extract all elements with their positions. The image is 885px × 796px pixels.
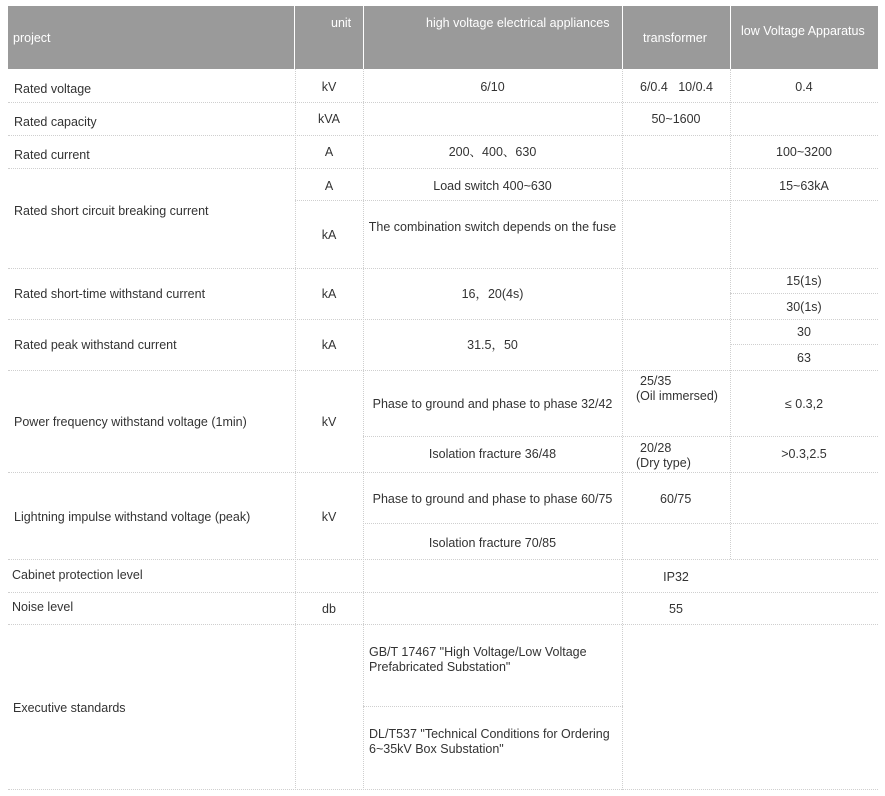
- row-divider: [8, 370, 878, 371]
- transformer-value: 55: [669, 602, 683, 616]
- lv-value: 100~3200: [776, 145, 832, 159]
- row-label: Rated short-time withstand current: [14, 287, 206, 301]
- hv-value: 31.5，50: [467, 338, 518, 352]
- hv-value: 16，20(4s): [461, 287, 524, 301]
- unit-value: A: [324, 179, 334, 193]
- unit-value: kV: [321, 415, 337, 429]
- row-divider: [8, 789, 878, 790]
- hv-value: Load switch 400~630: [433, 179, 552, 193]
- header-hv: high voltage electrical appliances: [426, 16, 610, 30]
- row-label: Noise level: [12, 600, 74, 614]
- lv-value: 63: [797, 351, 811, 365]
- lv-value: 0.4: [795, 80, 813, 94]
- row-label: Power frequency withstand voltage (1min): [14, 415, 247, 429]
- transformer-value: IP32: [663, 570, 689, 584]
- transformer-value: (Dry type): [636, 456, 691, 470]
- row-divider: [363, 436, 878, 437]
- unit-value: kV: [321, 80, 337, 94]
- header-lv: low Voltage Apparatus: [741, 24, 865, 38]
- row-divider: [363, 706, 623, 707]
- header-unit-cell: [295, 6, 363, 69]
- header-transformer: transformer: [643, 31, 707, 45]
- hv-value: 200、400、630: [448, 145, 537, 159]
- row-divider: [8, 472, 878, 473]
- row-divider: [730, 344, 878, 345]
- header-project: project: [13, 31, 51, 45]
- row-divider: [8, 135, 878, 136]
- row-label: Rated capacity: [14, 115, 97, 129]
- row-divider: [730, 293, 878, 294]
- row-divider: [295, 200, 878, 201]
- header-unit: unit: [331, 16, 352, 30]
- unit-value: kA: [321, 228, 337, 242]
- unit-value: kVA: [318, 112, 340, 126]
- lv-value: 15~63kA: [779, 179, 829, 193]
- standard-text: Prefabricated Substation": [369, 660, 511, 674]
- row-divider: [8, 624, 878, 625]
- unit-value: db: [322, 602, 336, 616]
- row-divider: [8, 268, 878, 269]
- transformer-value: 25/35: [640, 374, 672, 388]
- transformer-value: 60/75: [660, 492, 692, 506]
- row-label: Executive standards: [13, 701, 126, 715]
- standard-text: GB/T 17467 "High Voltage/Low Voltage: [369, 645, 587, 659]
- hv-value: 6/10: [480, 80, 505, 94]
- col-divider: [363, 69, 364, 790]
- row-divider: [8, 168, 878, 169]
- row-divider: [363, 523, 878, 524]
- hv-value: The combination switch depends on the fuse: [368, 220, 617, 234]
- row-divider: [8, 102, 878, 103]
- standard-text: DL/T537 "Technical Conditions for Ordering: [369, 727, 610, 741]
- row-label: Rated short circuit breaking current: [14, 204, 209, 218]
- hv-value: Isolation fracture 36/48: [428, 447, 557, 461]
- hv-value: Isolation fracture 70/85: [428, 536, 557, 550]
- row-divider: [8, 592, 878, 593]
- hv-value: Phase to ground and phase to phase 32/42: [372, 397, 613, 411]
- row-label: Rated peak withstand current: [14, 338, 177, 352]
- transformer-value: 50~1600: [651, 112, 701, 126]
- row-label: Rated current: [14, 148, 90, 162]
- lv-value: >0.3,2.5: [781, 447, 827, 461]
- lv-value: 30: [797, 325, 811, 339]
- transformer-value: 20/28: [640, 441, 672, 455]
- unit-value: kA: [321, 338, 337, 352]
- lv-value: ≤ 0.3,2: [784, 397, 824, 411]
- transformer-value: 6/0.4 10/0.4: [640, 80, 713, 94]
- unit-value: kV: [321, 510, 337, 524]
- row-label: Cabinet protection level: [12, 568, 143, 582]
- unit-value: kA: [321, 287, 337, 301]
- unit-value: A: [324, 145, 334, 159]
- col-divider: [622, 69, 623, 790]
- transformer-value: (Oil immersed): [636, 389, 718, 403]
- row-label: Lightning impulse withstand voltage (peak): [14, 510, 251, 524]
- lv-value: 30(1s): [786, 300, 822, 314]
- row-divider: [8, 559, 878, 560]
- lv-value: 15(1s): [786, 274, 822, 288]
- row-divider: [8, 319, 878, 320]
- row-label: Rated voltage: [14, 82, 92, 96]
- standard-text: 6~35kV Box Substation": [369, 742, 504, 756]
- hv-value: Phase to ground and phase to phase 60/75: [372, 492, 613, 506]
